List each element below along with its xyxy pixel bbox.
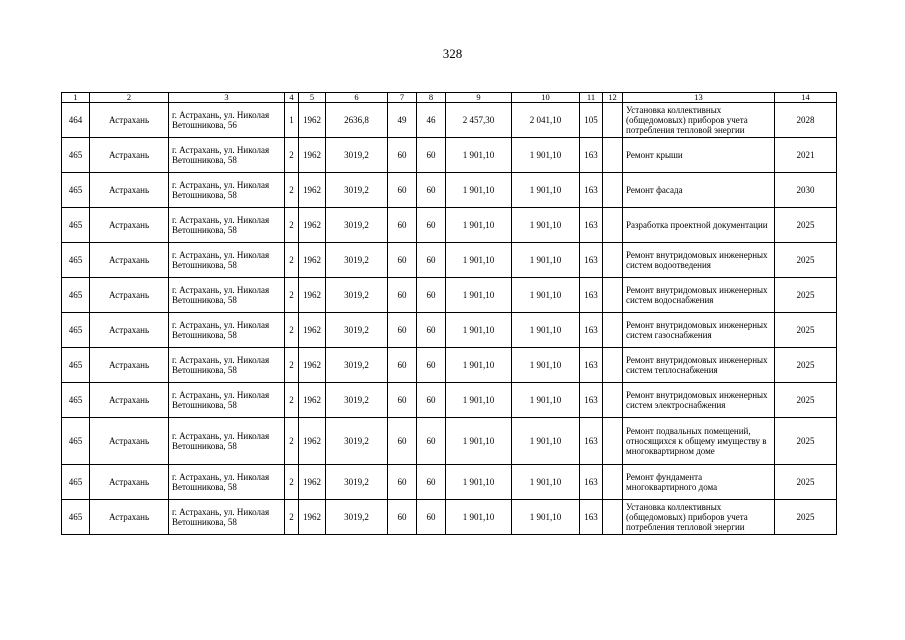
floors-cell: 163 <box>580 138 603 173</box>
plan-year-cell: 2025 <box>775 313 837 348</box>
table-row <box>62 465 837 500</box>
building-type-cell: 2 <box>285 465 299 500</box>
year-built-cell: 1962 <box>299 348 326 383</box>
floors-cell: 163 <box>580 243 603 278</box>
column-header: 1 <box>62 93 90 103</box>
settlement-cell: Астрахань <box>90 243 169 278</box>
floors-cell: 163 <box>580 348 603 383</box>
total-area-cell: 3019,2 <box>326 500 388 535</box>
column-header: 2 <box>90 93 169 103</box>
area-owned-cell: 1 901,10 <box>512 418 580 465</box>
apartments-cell: 60 <box>388 173 417 208</box>
total-area-cell: 3019,2 <box>326 173 388 208</box>
address-cell: г. Астрахань, ул. Николая Ветошникова, 58 <box>169 138 285 173</box>
year-built-cell: 1962 <box>299 173 326 208</box>
year-built-cell: 1962 <box>299 313 326 348</box>
row-number-cell: 465 <box>62 208 90 243</box>
floors-cell: 163 <box>580 173 603 208</box>
apartments-cell: 60 <box>388 243 417 278</box>
work-type-cell: Ремонт фундамента многоквартирного дома <box>623 465 775 500</box>
total-area-cell: 3019,2 <box>326 465 388 500</box>
area-residential-cell: 2 457,30 <box>446 103 512 138</box>
area-residential-cell: 1 901,10 <box>446 383 512 418</box>
work-type-cell: Ремонт внутридомовых инженерных систем водоснабжения <box>623 278 775 313</box>
total-area-cell: 3019,2 <box>326 208 388 243</box>
row-number-cell: 465 <box>62 313 90 348</box>
area-residential-cell: 1 901,10 <box>446 173 512 208</box>
address-cell: г. Астрахань, ул. Николая Ветошникова, 58 <box>169 383 285 418</box>
area-residential-cell: 1 901,10 <box>446 500 512 535</box>
apartments-cell: 60 <box>388 383 417 418</box>
col12-cell <box>603 418 623 465</box>
year-built-cell: 1962 <box>299 278 326 313</box>
plan-year-cell: 2025 <box>775 500 837 535</box>
year-built-cell: 1962 <box>299 243 326 278</box>
area-owned-cell: 2 041,10 <box>512 103 580 138</box>
apartments-cell: 60 <box>388 138 417 173</box>
work-type-cell: Ремонт фасада <box>623 173 775 208</box>
floors-cell: 163 <box>580 383 603 418</box>
area-residential-cell: 1 901,10 <box>446 278 512 313</box>
col12-cell <box>603 138 623 173</box>
work-type-cell: Установка коллективных (общедомовых) приборов учета потребления тепловой энергии <box>623 500 775 535</box>
residents-cell: 60 <box>417 418 446 465</box>
settlement-cell: Астрахань <box>90 418 169 465</box>
column-header: 5 <box>299 93 326 103</box>
year-built-cell: 1962 <box>299 418 326 465</box>
col12-cell <box>603 103 623 138</box>
area-owned-cell: 1 901,10 <box>512 208 580 243</box>
settlement-cell: Астрахань <box>90 313 169 348</box>
apartments-cell: 60 <box>388 418 417 465</box>
year-built-cell: 1962 <box>299 383 326 418</box>
building-type-cell: 2 <box>285 418 299 465</box>
settlement-cell: Астрахань <box>90 103 169 138</box>
address-cell: г. Астрахань, ул. Николая Ветошникова, 58 <box>169 278 285 313</box>
building-type-cell: 2 <box>285 208 299 243</box>
column-header: 7 <box>388 93 417 103</box>
building-type-cell: 2 <box>285 173 299 208</box>
total-area-cell: 2636,8 <box>326 103 388 138</box>
table-row <box>62 383 837 418</box>
col12-cell <box>603 348 623 383</box>
settlement-cell: Астрахань <box>90 500 169 535</box>
column-header: 8 <box>417 93 446 103</box>
row-number-cell: 465 <box>62 418 90 465</box>
col12-cell <box>603 243 623 278</box>
plan-year-cell: 2025 <box>775 418 837 465</box>
total-area-cell: 3019,2 <box>326 348 388 383</box>
row-number-cell: 465 <box>62 243 90 278</box>
area-residential-cell: 1 901,10 <box>446 138 512 173</box>
col12-cell <box>603 208 623 243</box>
year-built-cell: 1962 <box>299 208 326 243</box>
building-type-cell: 2 <box>285 383 299 418</box>
work-type-cell: Ремонт крыши <box>623 138 775 173</box>
row-number-cell: 465 <box>62 278 90 313</box>
floors-cell: 105 <box>580 103 603 138</box>
area-owned-cell: 1 901,10 <box>512 243 580 278</box>
column-header: 6 <box>326 93 388 103</box>
plan-year-cell: 2021 <box>775 138 837 173</box>
residents-cell: 60 <box>417 500 446 535</box>
residents-cell: 46 <box>417 103 446 138</box>
area-owned-cell: 1 901,10 <box>512 348 580 383</box>
table-row <box>62 418 837 465</box>
table-row <box>62 138 837 173</box>
settlement-cell: Астрахань <box>90 465 169 500</box>
row-number-cell: 464 <box>62 103 90 138</box>
work-type-cell: Ремонт подвальных помещений, относящихся к общему имуществу в многоквартирном доме <box>623 418 775 465</box>
plan-year-cell: 2025 <box>775 278 837 313</box>
col12-cell <box>603 173 623 208</box>
plan-year-cell: 2028 <box>775 103 837 138</box>
building-type-cell: 2 <box>285 313 299 348</box>
address-cell: г. Астрахань, ул. Николая Ветошникова, 58 <box>169 313 285 348</box>
residents-cell: 60 <box>417 278 446 313</box>
apartments-cell: 60 <box>388 208 417 243</box>
total-area-cell: 3019,2 <box>326 313 388 348</box>
settlement-cell: Астрахань <box>90 208 169 243</box>
plan-year-cell: 2025 <box>775 243 837 278</box>
building-type-cell: 1 <box>285 103 299 138</box>
col12-cell <box>603 465 623 500</box>
year-built-cell: 1962 <box>299 500 326 535</box>
floors-cell: 163 <box>580 278 603 313</box>
area-residential-cell: 1 901,10 <box>446 208 512 243</box>
apartments-cell: 49 <box>388 103 417 138</box>
area-owned-cell: 1 901,10 <box>512 278 580 313</box>
area-residential-cell: 1 901,10 <box>446 348 512 383</box>
col12-cell <box>603 278 623 313</box>
address-cell: г. Астрахань, ул. Николая Ветошникова, 58 <box>169 348 285 383</box>
building-type-cell: 2 <box>285 138 299 173</box>
total-area-cell: 3019,2 <box>326 278 388 313</box>
floors-cell: 163 <box>580 500 603 535</box>
column-header: 3 <box>169 93 285 103</box>
page-number: 328 <box>442 46 463 61</box>
work-type-cell: Разработка проектной документации <box>623 208 775 243</box>
area-owned-cell: 1 901,10 <box>512 500 580 535</box>
apartments-cell: 60 <box>388 348 417 383</box>
column-header: 12 <box>603 93 623 103</box>
plan-year-cell: 2025 <box>775 383 837 418</box>
table-row <box>62 278 837 313</box>
address-cell: г. Астрахань, ул. Николая Ветошникова, 58 <box>169 418 285 465</box>
work-type-cell: Ремонт внутридомовых инженерных систем газоснабжения <box>623 313 775 348</box>
table-row <box>62 208 837 243</box>
settlement-cell: Астрахань <box>90 383 169 418</box>
residents-cell: 60 <box>417 383 446 418</box>
column-number-row <box>62 93 837 103</box>
residents-cell: 60 <box>417 465 446 500</box>
residents-cell: 60 <box>417 243 446 278</box>
settlement-cell: Астрахань <box>90 348 169 383</box>
table-row <box>62 348 837 383</box>
col12-cell <box>603 500 623 535</box>
column-header: 4 <box>285 93 299 103</box>
column-header: 10 <box>512 93 580 103</box>
settlement-cell: Астрахань <box>90 278 169 313</box>
address-cell: г. Астрахань, ул. Николая Ветошникова, 58 <box>169 465 285 500</box>
year-built-cell: 1962 <box>299 465 326 500</box>
apartments-cell: 60 <box>388 465 417 500</box>
area-owned-cell: 1 901,10 <box>512 138 580 173</box>
plan-year-cell: 2025 <box>775 465 837 500</box>
column-header: 13 <box>623 93 775 103</box>
building-type-cell: 2 <box>285 243 299 278</box>
area-residential-cell: 1 901,10 <box>446 418 512 465</box>
apartments-cell: 60 <box>388 313 417 348</box>
area-owned-cell: 1 901,10 <box>512 383 580 418</box>
year-built-cell: 1962 <box>299 138 326 173</box>
residents-cell: 60 <box>417 173 446 208</box>
year-built-cell: 1962 <box>299 103 326 138</box>
column-header: 14 <box>775 93 837 103</box>
capital-repair-table <box>61 92 837 535</box>
area-residential-cell: 1 901,10 <box>446 465 512 500</box>
floors-cell: 163 <box>580 313 603 348</box>
plan-year-cell: 2030 <box>775 173 837 208</box>
building-type-cell: 2 <box>285 500 299 535</box>
plan-year-cell: 2025 <box>775 208 837 243</box>
total-area-cell: 3019,2 <box>326 418 388 465</box>
total-area-cell: 3019,2 <box>326 243 388 278</box>
building-type-cell: 2 <box>285 348 299 383</box>
apartments-cell: 60 <box>388 278 417 313</box>
residents-cell: 60 <box>417 348 446 383</box>
area-owned-cell: 1 901,10 <box>512 313 580 348</box>
row-number-cell: 465 <box>62 173 90 208</box>
address-cell: г. Астрахань, ул. Николая Ветошникова, 58 <box>169 208 285 243</box>
row-number-cell: 465 <box>62 383 90 418</box>
residents-cell: 60 <box>417 138 446 173</box>
address-cell: г. Астрахань, ул. Николая Ветошникова, 58 <box>169 500 285 535</box>
col12-cell <box>603 383 623 418</box>
address-cell: г. Астрахань, ул. Николая Ветошникова, 56 <box>169 103 285 138</box>
floors-cell: 163 <box>580 465 603 500</box>
plan-year-cell: 2025 <box>775 348 837 383</box>
area-owned-cell: 1 901,10 <box>512 173 580 208</box>
settlement-cell: Астрахань <box>90 173 169 208</box>
floors-cell: 163 <box>580 208 603 243</box>
settlement-cell: Астрахань <box>90 138 169 173</box>
address-cell: г. Астрахань, ул. Николая Ветошникова, 58 <box>169 173 285 208</box>
column-header: 11 <box>580 93 603 103</box>
floors-cell: 163 <box>580 418 603 465</box>
column-header: 9 <box>446 93 512 103</box>
area-owned-cell: 1 901,10 <box>512 465 580 500</box>
building-type-cell: 2 <box>285 278 299 313</box>
total-area-cell: 3019,2 <box>326 138 388 173</box>
address-cell: г. Астрахань, ул. Николая Ветошникова, 58 <box>169 243 285 278</box>
residents-cell: 60 <box>417 313 446 348</box>
apartments-cell: 60 <box>388 500 417 535</box>
table-row <box>62 500 837 535</box>
row-number-cell: 465 <box>62 348 90 383</box>
table-row <box>62 103 837 138</box>
area-residential-cell: 1 901,10 <box>446 313 512 348</box>
residents-cell: 60 <box>417 208 446 243</box>
table-row <box>62 313 837 348</box>
row-number-cell: 465 <box>62 138 90 173</box>
work-type-cell: Ремонт внутридомовых инженерных систем электроснабжения <box>623 383 775 418</box>
table-row <box>62 173 837 208</box>
row-number-cell: 465 <box>62 500 90 535</box>
work-type-cell: Установка коллективных (общедомовых) приборов учета потребления тепловой энергии <box>623 103 775 138</box>
col12-cell <box>603 313 623 348</box>
work-type-cell: Ремонт внутридомовых инженерных систем водоотведения <box>623 243 775 278</box>
row-number-cell: 465 <box>62 465 90 500</box>
table-row <box>62 243 837 278</box>
area-residential-cell: 1 901,10 <box>446 243 512 278</box>
total-area-cell: 3019,2 <box>326 383 388 418</box>
work-type-cell: Ремонт внутридомовых инженерных систем теплоснабжения <box>623 348 775 383</box>
